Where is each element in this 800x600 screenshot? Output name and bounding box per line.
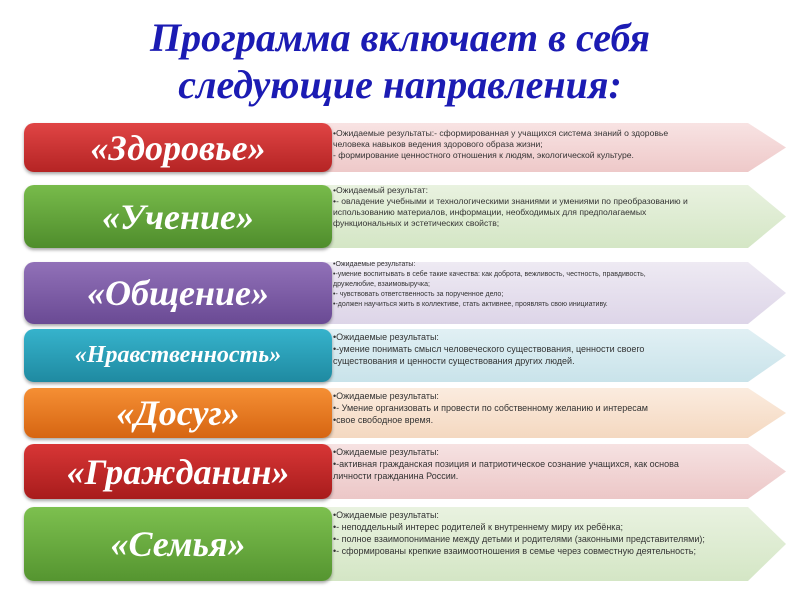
desc-line: •Ожидаемые результаты: bbox=[333, 510, 439, 520]
desc-line: •- овладение учебными и технологическими знаниями и умениями по преобразованию и bbox=[333, 196, 688, 206]
label-dosug: «Досуг» bbox=[116, 393, 240, 433]
label-box-dosug bbox=[24, 388, 332, 438]
direction-grazhdanin bbox=[0, 444, 800, 499]
desc-line: •Ожидаемые результаты:- сформированная у учащихся система знаний о здоровье bbox=[333, 128, 669, 138]
desc-line: •-должен научиться жить в коллективе, стать активнее, проявлять свою инициативу. bbox=[333, 301, 608, 308]
label-box-zdorovie bbox=[24, 123, 332, 172]
label-box-obshchenie bbox=[24, 262, 332, 324]
label-nravstvennost: «Нравственность» bbox=[74, 342, 282, 368]
desc-line: личности гражданина России. bbox=[333, 471, 459, 481]
desc-line: использованию материалов, информации, необходимых для предполагаемых bbox=[333, 207, 647, 217]
desc-line: •Ожидаемые результаты: bbox=[333, 447, 439, 457]
direction-nravstvennost bbox=[0, 329, 800, 382]
label-semya: «Семья» bbox=[110, 524, 246, 564]
desc-line: •-умение воспитывать в себе такие качества: как доброта, вежливость, честность, правдивость, bbox=[333, 271, 646, 278]
label-box-grazhdanin bbox=[24, 444, 332, 499]
desc-line: - формирование ценностного отношения к людям, экологической культуре. bbox=[333, 150, 634, 160]
desc-line: •- неподдельный интерес родителей к внутреннему миру их ребёнка; bbox=[333, 522, 623, 532]
desc-line: •- чувствовать ответственность за порученное дело; bbox=[333, 291, 504, 298]
desc-line: дружелюбие, взаимовыручка; bbox=[333, 281, 430, 288]
label-grazhdanin: «Гражданин» bbox=[66, 451, 290, 492]
label-uchenie: «Учение» bbox=[102, 196, 254, 237]
desc-zdorovie bbox=[333, 128, 751, 161]
direction-semya bbox=[0, 507, 800, 581]
label-box-nravstvennost bbox=[24, 329, 332, 382]
desc-line: •свое свободное время. bbox=[333, 415, 434, 425]
label-zdorovie: «Здоровье» bbox=[90, 127, 266, 168]
desc-line: •Ожидаемый результат: bbox=[333, 185, 428, 195]
direction-uchenie bbox=[0, 185, 800, 248]
desc-line: •Ожидаемые результаты: bbox=[333, 332, 439, 342]
desc-line: •- сформированы крепкие взаимоотношения в семье через совместную деятельность; bbox=[333, 546, 696, 556]
desc-line: функциональных и эстетических свойств; bbox=[333, 218, 500, 228]
desc-line: •Ожидаемые результаты: bbox=[333, 391, 439, 401]
desc-semya bbox=[333, 509, 751, 557]
direction-obshchenie bbox=[0, 262, 800, 324]
desc-grazhdanin bbox=[333, 446, 751, 482]
label-box-semya bbox=[24, 507, 332, 581]
desc-line: человека навыков ведения здорового образа жизни; bbox=[333, 139, 543, 149]
desc-line: •- полное взаимопонимание между детьми и родителями (законными представителями); bbox=[333, 534, 705, 544]
desc-line: •-активная гражданская позиция и патриотическое сознание учащихся, как основа bbox=[333, 459, 679, 469]
direction-dosug bbox=[0, 388, 800, 438]
direction-zdorovie bbox=[0, 123, 800, 172]
label-obshchenie: «Общение» bbox=[87, 273, 269, 313]
label-box-uchenie bbox=[24, 185, 332, 248]
desc-line: •-умение понимать смысл человеческого существования, ценности своего bbox=[333, 344, 645, 354]
desc-line: существования и ценности существования других людей. bbox=[333, 356, 575, 366]
title-line-1: Программа включает в себя bbox=[149, 15, 651, 60]
page-title bbox=[0, 14, 800, 108]
desc-obshchenie bbox=[333, 260, 751, 310]
desc-uchenie bbox=[333, 185, 751, 229]
desc-line: •- Умение организовать и провести по собственному желанию и интересам bbox=[333, 403, 648, 413]
desc-dosug bbox=[333, 390, 751, 426]
title-line-2: следующие направления: bbox=[178, 62, 622, 107]
desc-line: •Ожидаемые результаты: bbox=[333, 261, 416, 268]
desc-nravstvennost bbox=[333, 331, 751, 367]
